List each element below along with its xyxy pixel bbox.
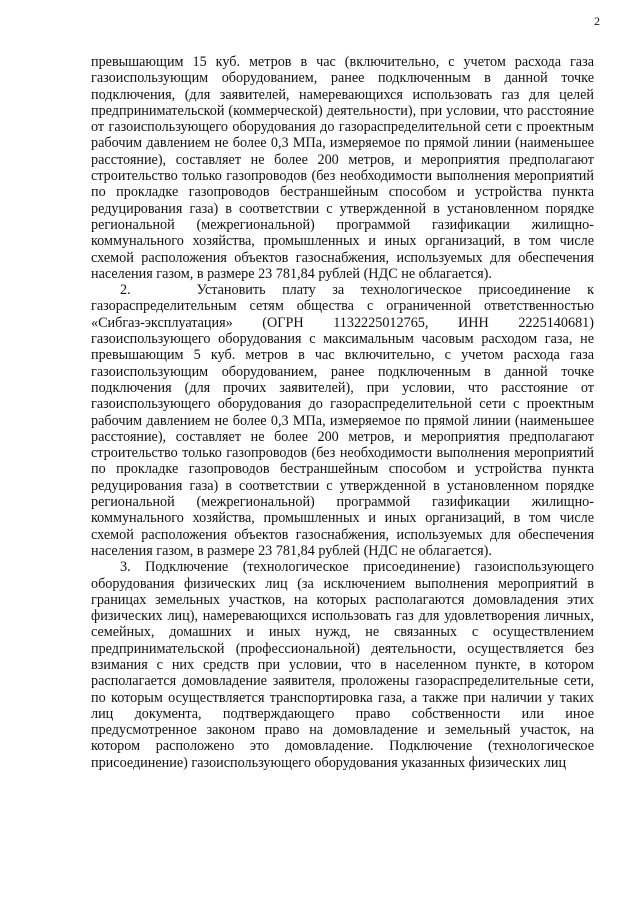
document-body [91,54,594,771]
paragraph-item-2: 2. Установить плату за технологическое присоединение к газораспределительным сетям общества с ограниченной ответственностью «Сибгаз-эксплуатация» (ОГРН 1132225012765, ИНН 2225140681) газоиспользующего оборудования с максимальным часовым расходом газа, не превышающим 5 куб. метров в час включительно, с учетом расхода газа газоиспользующим оборудованием, ранее подключенным в данной точке подключения (для прочих заявителей), при условии, что расстояние от газоиспользующего оборудования до газораспределительной сети с проектным рабочим давлением не более 0,3 МПа, измеряемое по прямой линии (наименьшее расстояние), составляет не более 200 метров, и мероприятия предполагают строительство только газопроводов (без необходимости выполнения мероприятий по прокладке газопроводов бестраншейным способом и устройства пункта редуцирования газа) в соответствии с утвержденной в установленном порядке региональной (межрегиональной) программой газификации жилищно-коммунального хозяйства, промышленных и иных организаций, в том числе схемой расположения объектов газоснабжения, используемых для обеспечения населения газом, в размере 23 781,84 рублей (НДС не облагается). [91,282,594,559]
paragraph-continuation: превышающим 15 куб. метров в час (включительно, с учетом расхода газа газоиспользующим оборудованием, ранее подключенным в данной точке подключения, (для заявителей, намеревающихся использовать газ для целей предпринимательской (коммерческой) деятельности), при условии, что расстояние от газоиспользующего оборудования до газораспределительной сети с проектным рабочим давлением не более 0,3 МПа, измеряемое по прямой линии (наименьшее расстояние), составляет не более 200 метров, и мероприятия предполагают строительство только газопроводов (без необходимости выполнения мероприятий по прокладке газопроводов бестраншейным способом и устройства пункта редуцирования газа) в соответствии с утвержденной в установленном порядке региональной (межрегиональной) программой газификации жилищно-коммунального хозяйства, промышленных и иных организаций, в том числе схемой расположения объектов газоснабжения, используемых для обеспечения населения газом, в размере 23 781,84 рублей (НДС не облагается). [91,54,594,282]
page-number: 2 [594,14,600,28]
paragraph-item-3: 3. Подключение (технологическое присоединение) газоиспользующего оборудования физических лиц (за исключением выполнения мероприятий в границах земельных участков, на которых располагаются домовладения этих физических лиц), намеревающихся использовать газ для удовлетворения личных, семейных, домашних и иных нужд, не связанных с осуществлением предпринимательской (профессиональной) деятельности, осуществляется без взимания с них средств при условии, что в населенном пункте, в котором располагается домовладение заявителя, проложены газораспределительные сети, по которым осуществляется транспортировка газа, а также при наличии у таких лиц документа, подтверждающего право собственности или иное предусмотренное законом право на домовладение и земельный участок, на котором расположено это домовладение. Подключение (технологическое присоединение) газоиспользующего оборудования указанных физических лиц [91,559,594,771]
